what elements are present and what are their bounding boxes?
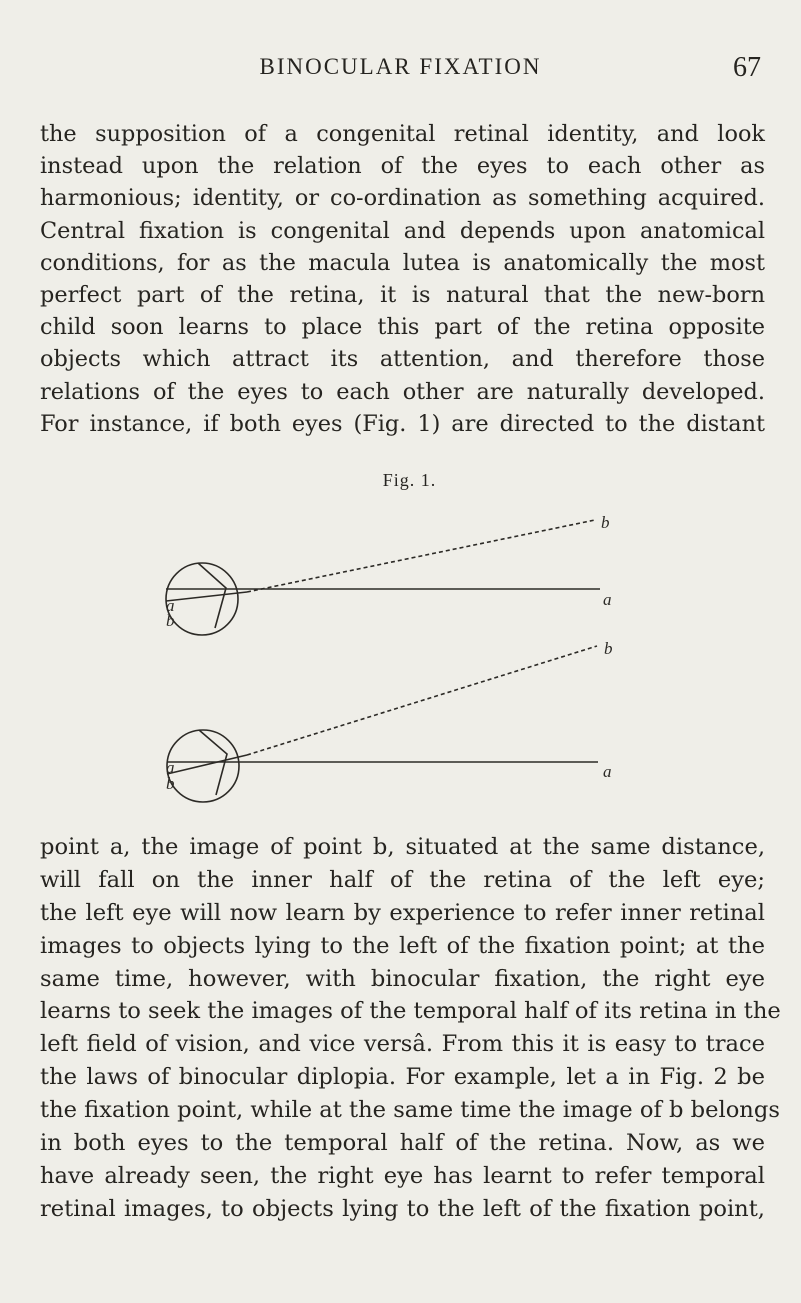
upper-eye-label-b: b [166,611,175,630]
upper-eye-ray-b [166,592,247,601]
text-line: the laws of binocular diplopia. For example, let a in Fig. 2 be [40,1064,765,1091]
text-line: retinal images, to objects lying to the left of the fixation point, [40,1195,765,1222]
text-line: instead upon the relation of the eyes to each other as [40,153,765,180]
text-line: images to objects lying to the left of the fixation point; at the [40,932,765,959]
lower-eye-ray-b-dashed [247,646,597,755]
lower-eye-diagram [167,646,598,802]
text-line: relations of the eyes to each other are naturally developed. [40,378,765,405]
lower-far-label-b: b [604,639,613,658]
text-line: harmonious; identity, or co-ordination as something acquired. [40,185,765,212]
text-line: conditions, for as the macula lutea is anatomically the most [40,249,765,276]
lower-eye-label-b: b [166,774,175,793]
upper-far-label-a: a [603,590,612,609]
text-line: child soon learns to place this part of the retina opposite [40,314,765,341]
figure-caption-text: Fig. 1. [382,470,437,490]
text-line: objects which attract its attention, and therefore those [40,346,765,373]
text-line: point a, the image of point b, situated at the same distance, [40,834,765,860]
text-line: For instance, if both eyes (Fig. 1) are directed to the distant [40,410,765,437]
upper-eye-ray-b-dashed [247,520,595,592]
lower-eye-ray-b [167,755,247,774]
text-line: perfect part of the retina, it is natural that the new-born [40,281,765,308]
text-line: in both eyes to the temporal half of the retina. Now, as we [40,1130,765,1157]
text-line: same time, however, with binocular fixation, the right eye [40,965,765,992]
text-line: have already seen, the right eye has learnt to refer temporal [40,1162,765,1189]
text-line: learns to seek the images of the temporal half of its retina in the [40,998,781,1025]
text-line: the supposition of a congenital retinal identity, and look [40,121,765,147]
text-line: Central fixation is congenital and depends upon anatomical [40,217,765,244]
text-line: left field of vision, and vice versâ. From this it is easy to trace [40,1031,765,1058]
lower-far-label-a: a [603,762,612,781]
page-number: 67 [733,52,761,83]
running-head: BINOCULAR FIXATION [259,54,542,79]
text-line: the fixation point, while at the same time the image of b belongs [40,1097,780,1124]
lower-eye-label-a: a [166,758,175,777]
upper-far-label-b: b [601,513,610,532]
upper-eye-diagram [166,520,600,635]
upper-eye-label-a: a [166,596,175,615]
text-line: will fall on the inner half of the retina of the left eye; [40,866,765,893]
text-line: the left eye will now learn by experience to refer inner retinal [40,899,765,926]
bottom-paragraph [40,831,781,1226]
